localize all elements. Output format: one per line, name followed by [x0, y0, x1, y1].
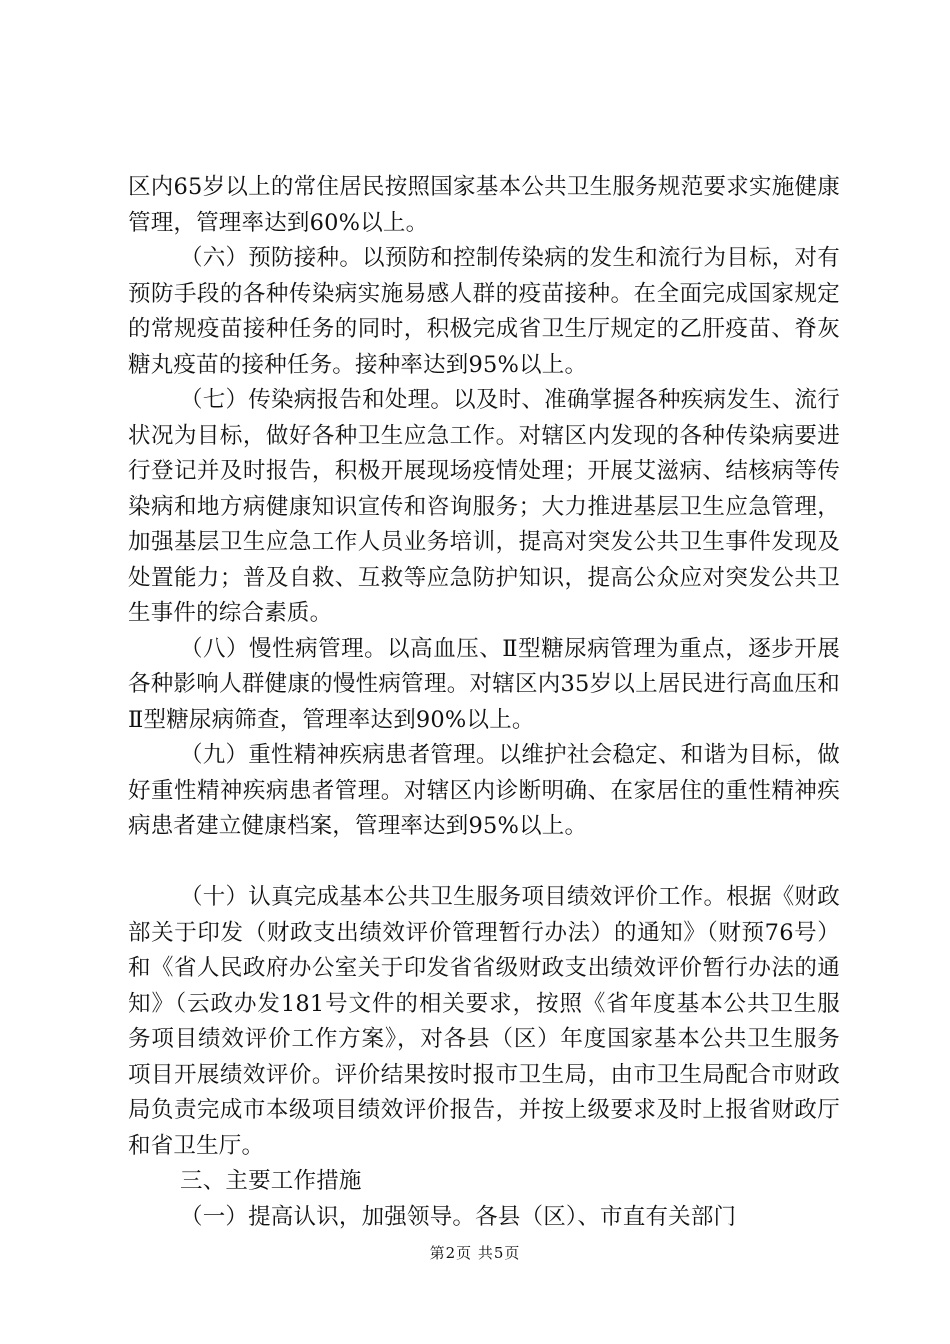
paragraph-leadership: （一）提高认识，加强领导。各县（区）、市直有关部门 — [180, 1203, 737, 1230]
page-footer — [0, 1243, 950, 1263]
paragraph-chronic-disease: （八）慢性病管理。以高血压、Ⅱ型糖尿病管理为重点，逐步开展各种影响人群健康的慢性病管理。对辖区内35岁以上居民进行高血压和Ⅱ型糖尿病筛查，管理率达到90%以上。 — [128, 635, 840, 733]
paragraph-vaccination: （六）预防接种。以预防和控制传染病的发生和流行为目标，对有预防手段的各种传染病实施易感人群的疫苗接种。在全面完成国家规定的常规疫苗接种任务的同时，积极完成省卫生厅规定的乙肝疫苗、脊灰糖丸疫苗的接种任务。接种率达到95%以上。 — [128, 245, 840, 378]
paragraph-gap — [128, 845, 840, 881]
paragraph-infectious-disease: （七）传染病报告和处理。以及时、准确掌握各种疾病发生、流行状况为目标，做好各种卫生应急工作。对辖区内发现的各种传染病要进行登记并及时报告，积极开展现场疫情处理；开展艾滋病、结核病等传染病和地方病健康知识宣传和咨询服务；大力推进基层卫生应急管理，加强基层卫生应急工作人员业务培训，提高对突发公共卫生事件发现及处置能力；普及自救、互救等应急防护知识，提高公众应对突发公共卫生事件的综合素质。 — [128, 387, 840, 626]
paragraph-mental-illness: （九）重性精神疾病患者管理。以维护社会稳定、和谐为目标，做好重性精神疾病患者管理。对辖区内诊断明确、在家居住的重性精神疾病患者建立健康档案，管理率达到95%以上。 — [128, 742, 840, 839]
paragraph-performance-evaluation: （十）认真完成基本公共卫生服务项目绩效评价工作。根据《财政部关于印发（财政支出绩效评价管理暂行办法）的通知》（财预76号）和《省人民政府办公室关于印发省省级财政支出绩效评价暂行办法的通知》（云政办发181号文件的相关要求，按照《省年度基本公共卫生服务项目绩效评价工作方案》，对各县（区）年度国家基本公共卫生服务项目开展绩效评价。评价结果按时报市卫生局，由市卫生局配合市财政局负责完成市本级项目绩效评价报告，并按上级要求及时上报省财政厅和省卫生厅。 — [128, 884, 840, 1159]
paragraph-elderly-health: 区内65岁以上的常住居民按照国家基本公共卫生服务规范要求实施健康管理，管理率达到60%以上。 — [128, 174, 840, 236]
document-body — [128, 170, 840, 1235]
section-heading-main-measures: 三、主要工作措施 — [180, 1168, 362, 1194]
page-number-label: 第2页 共5页 — [429, 1244, 521, 1262]
